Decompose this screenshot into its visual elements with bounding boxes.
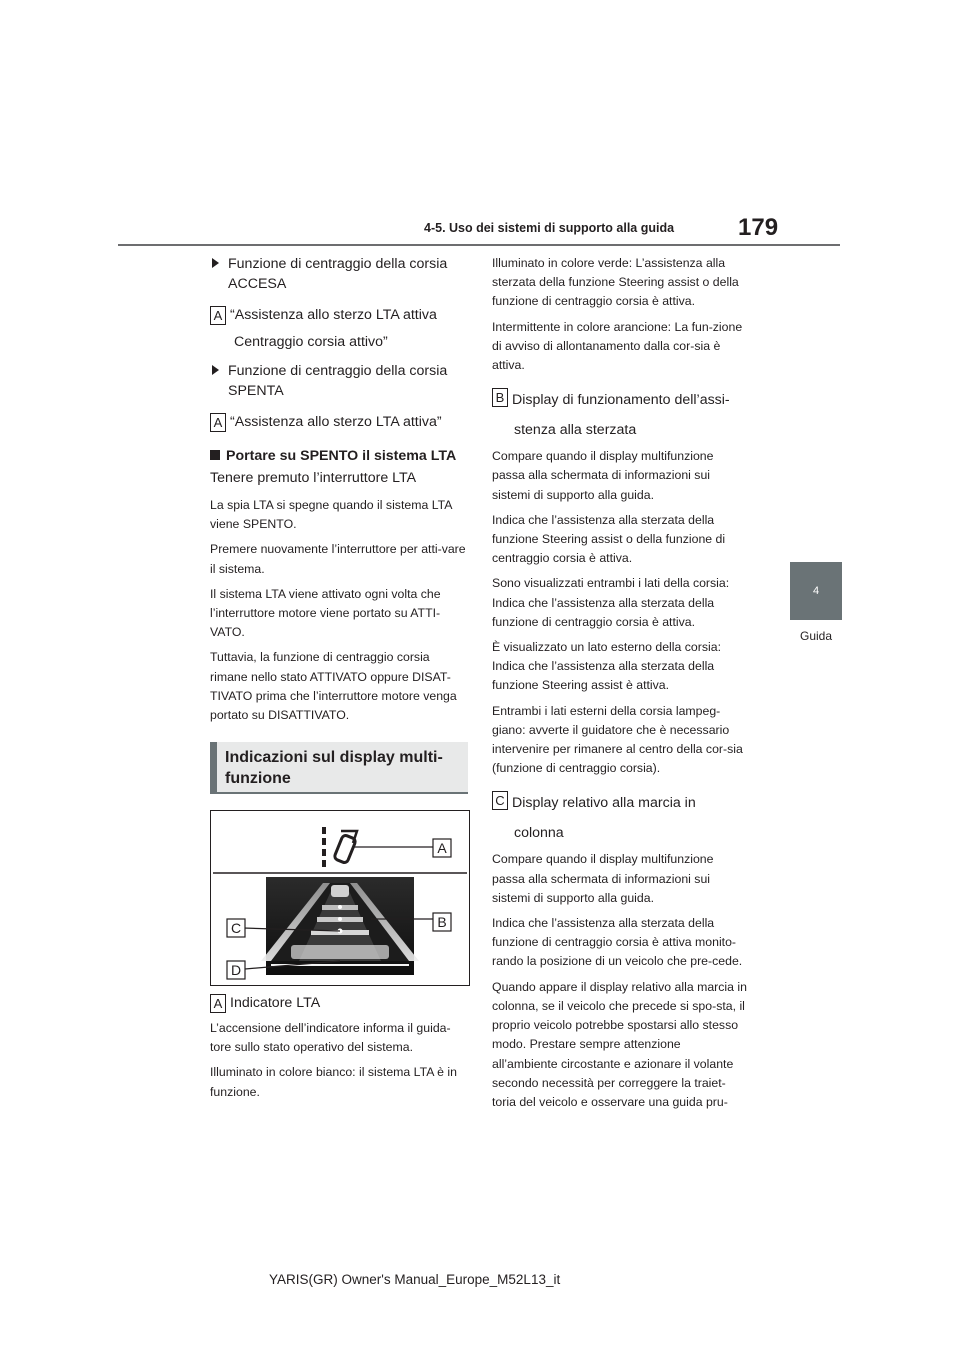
callout-text: Indicatore LTA <box>230 995 321 1011</box>
paragraph: Illuminato in colore bianco: il sistema LTA è in funzione. <box>210 1065 457 1099</box>
key-line <box>210 412 468 432</box>
bullet-text: Funzione di centraggio della corsia SPENTA <box>228 363 448 399</box>
paragraph: Premere nuovamente l’interruttore per atti-vare il sistema. <box>210 542 466 576</box>
bullet-item <box>210 254 468 294</box>
section-heading-box <box>210 742 468 794</box>
chapter-label: Guida <box>799 629 833 643</box>
callout-text: colonna <box>514 825 564 842</box>
paragraph: Il sistema LTA viene attivato ogni volta che l’interruttore motore viene portato su ATTI-VATO. <box>210 586 441 640</box>
preceding-vehicle-icon <box>331 885 349 897</box>
page-number: 179 <box>738 214 779 241</box>
footer: YARIS(GR) Owner's Manual_Europe_M52L13_it <box>269 1272 561 1287</box>
square-bullet-icon <box>210 450 220 460</box>
bullet-item <box>210 361 468 401</box>
callout-text: “Assistenza allo sterzo LTA attiva <box>230 307 437 323</box>
paragraph: Compare quando il display multifunzione passa alla schermata di informazioni sui sistemi di supporto alla guida. <box>492 852 714 905</box>
callout-text: Centraggio corsia attivo” <box>234 334 388 350</box>
triangle-bullet-icon <box>212 258 219 268</box>
callout-label: C <box>492 791 508 810</box>
callout-text: “Assistenza allo sterzo LTA attiva” <box>230 414 442 430</box>
callout-text: stenza alla sterzata <box>514 422 637 439</box>
figure-label-b: B <box>437 914 447 930</box>
paragraph: Entrambi i lati esterni della corsia lampeg-giano: avverte il guidatore che è necessario intervenire per rimanere al centro della cor-sia (funzione di centraggio corsia). <box>492 703 743 776</box>
paragraph: È visualizzato un lato esterno della corsia: Indica che l’assistenza alla sterzata della funzione Steering assist è attiva. <box>492 640 721 693</box>
section-heading: Indicazioni sul display multi-funzione <box>225 749 443 787</box>
section-title: 4-5. Uso dei sistemi di supporto alla guida <box>424 221 675 235</box>
paragraph: Sono visualizzati entrambi i lati della corsia: Indica che l’assistenza alla sterzata della funzione di centraggio corsia è attiva. <box>492 576 730 629</box>
key-line-continuation <box>210 332 468 352</box>
callout-text: Display relativo alla marcia in <box>512 795 696 812</box>
subheading-text: Portare su SPENTO il sistema LTA <box>226 448 457 464</box>
key-line <box>492 790 748 816</box>
triangle-bullet-icon <box>212 365 219 375</box>
paragraph: Quando appare il display relativo alla marcia in colonna, se il veicolo che precede si spo-sta, il proprio veicolo potrebbe spostarsi allo stesso modo. Prestare sempre attenzione all’ambiente circostante e azionare il volante secondo necessità per correggere la traiet-toria del veicolo e osservare una guida pru- <box>492 979 747 1109</box>
figure-label-d: D <box>230 962 242 978</box>
bullet-text: Funzione di centraggio della corsia ACCESA <box>228 256 448 292</box>
figure-label-a: A <box>437 840 447 856</box>
instruction: Tenere premuto l’interruttore LTA <box>210 470 417 486</box>
paragraph: Indica che l’assistenza alla sterzata della funzione di centraggio corsia è attiva monito-rando la posizione di un veicolo che pre-cede. <box>492 916 743 969</box>
paragraph: L’accensione dell’indicatore informa il guida-tore sullo stato operativo del sistema. <box>210 1021 451 1055</box>
key-line-continuation <box>492 417 748 443</box>
callout-label: A <box>210 994 226 1013</box>
paragraph: Tuttavia, la funzione di centraggio corsia rimane nello stato ATTIVATO oppure DISAT-TIVATO prima che l’interruttore motore venga portato su DISATTIVATO. <box>210 650 457 723</box>
key-line <box>210 305 468 325</box>
figure-label-c: C <box>230 920 242 936</box>
display-illustration <box>211 811 469 985</box>
lta-indicator-icon <box>322 827 357 867</box>
chapter-number: 4 <box>812 585 820 597</box>
own-vehicle-icon <box>291 945 389 959</box>
callout-label: A <box>210 306 226 325</box>
callout-text: Display di funzionamento dell’assi- <box>512 392 730 409</box>
paragraph: Indica che l’assistenza alla sterzata della funzione Steering assist o della funzione di centraggio corsia è attiva. <box>492 512 726 566</box>
paragraph: Compare quando il display multifunzione passa alla schermata di informazioni sui sistemi di supporto alla guida. <box>492 449 714 502</box>
key-line-continuation <box>492 820 748 846</box>
header-rule <box>118 244 840 246</box>
callout-label: B <box>492 388 508 407</box>
callout-label: A <box>210 413 226 432</box>
key-line <box>492 387 748 413</box>
paragraph: Illuminato in colore verde: L’assistenza alla sterzata della funzione Steering assist o della funzione di centraggio corsia è attiva. <box>492 256 739 309</box>
paragraph: Intermittente in colore arancione: La fun-zione di avviso di allontanamento dalla cor-sia è attiva. <box>492 319 743 373</box>
paragraph: La spia LTA si spegne quando il sistema LTA viene SPENTO. <box>210 498 452 532</box>
right-column <box>492 254 748 1118</box>
multi-information-display-figure <box>210 810 470 986</box>
subheading <box>210 446 468 466</box>
key-line <box>210 993 468 1013</box>
left-column <box>210 254 468 731</box>
left-column-bottom <box>210 993 468 1108</box>
